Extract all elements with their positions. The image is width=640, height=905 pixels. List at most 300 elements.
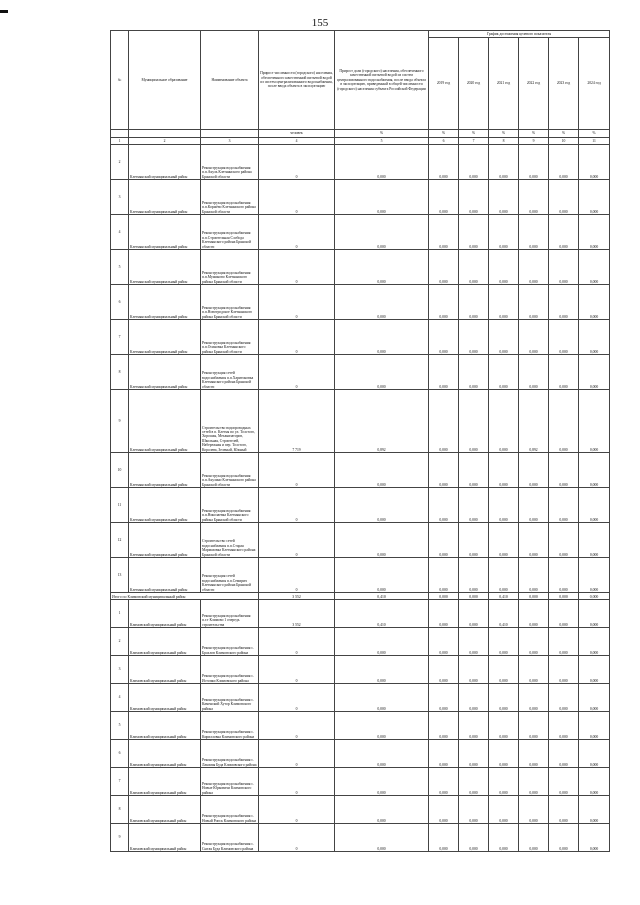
row-number: 4 xyxy=(111,684,129,712)
total-year-value: 0,000 xyxy=(519,593,549,600)
row-year-value: 0,000 xyxy=(429,320,459,355)
row-pop-growth: 0 xyxy=(259,180,335,215)
row-year-value: 0,000 xyxy=(459,488,489,523)
row-share-growth: 0,000 xyxy=(335,712,429,740)
column-number: 5 xyxy=(335,138,429,145)
unit-pct: % xyxy=(579,130,610,138)
row-pop-growth: 0 xyxy=(259,145,335,180)
row-year-value: 0,000 xyxy=(549,740,579,768)
row-year-value: 0,000 xyxy=(549,768,579,796)
row-pop-growth: 0 xyxy=(259,824,335,852)
row-year-value: 0,000 xyxy=(459,355,489,390)
row-year-value: 0,000 xyxy=(489,656,519,684)
row-year-value: 0,000 xyxy=(429,740,459,768)
row-share-growth: 0,000 xyxy=(335,740,429,768)
row-year-value: 0,000 xyxy=(459,145,489,180)
row-share-growth: 0,000 xyxy=(335,320,429,355)
row-number: 5 xyxy=(111,712,129,740)
row-year-value: 0,000 xyxy=(459,320,489,355)
row-year-value: 0,000 xyxy=(549,488,579,523)
unit-pct: % xyxy=(429,130,459,138)
row-municipality: Климовский муниципальный район xyxy=(129,824,201,852)
row-year-value: 0,000 xyxy=(549,600,579,628)
row-share-growth: 0,000 xyxy=(335,145,429,180)
table-row xyxy=(111,285,610,320)
row-number: 8 xyxy=(111,796,129,824)
row-year-value: 0,000 xyxy=(549,796,579,824)
unit-people: человек xyxy=(259,130,335,138)
row-object: Реконструкция водоснабжения с. Кирилловка Климовского района xyxy=(201,712,259,740)
row-number: 12 xyxy=(111,523,129,558)
column-number: 9 xyxy=(519,138,549,145)
table-row xyxy=(111,355,610,390)
row-year-value: 0,000 xyxy=(489,796,519,824)
total-pop-growth: 3 552 xyxy=(259,593,335,600)
row-share-growth: 0,000 xyxy=(335,355,429,390)
table-row xyxy=(111,628,610,656)
row-year-value: 0,000 xyxy=(429,453,459,488)
row-share-growth: 0,000 xyxy=(335,215,429,250)
row-year-value: 0,000 xyxy=(429,796,459,824)
row-year-value: 0,000 xyxy=(429,523,459,558)
row-share-growth: 0,000 xyxy=(335,628,429,656)
row-number: 4 xyxy=(111,215,129,250)
row-number: 6 xyxy=(111,740,129,768)
row-object: Реконструкция водоснабжения с. Новые Юрковичи Климовского района xyxy=(201,768,259,796)
row-year-value: 0,000 xyxy=(489,558,519,593)
row-pop-growth: 7 719 xyxy=(259,390,335,453)
table-row xyxy=(111,488,610,523)
row-year-value: 0,000 xyxy=(549,684,579,712)
total-year-value: 0,000 xyxy=(459,593,489,600)
unit-pct: % xyxy=(489,130,519,138)
row-year-value: 0,000 xyxy=(489,740,519,768)
row-object: Реконструкция водоснабжения п.п.Новотродское Клетнянского района Брянской области xyxy=(201,285,259,320)
row-year-value: 0,000 xyxy=(549,320,579,355)
row-object: Строительство сетей водоснабжения п.п.Старая Мармазовка Клетнянского района Брянской области xyxy=(201,523,259,558)
row-share-growth: 0,000 xyxy=(335,684,429,712)
table-body xyxy=(111,145,610,852)
row-year-value: 0,000 xyxy=(489,712,519,740)
row-year-value: 0,000 xyxy=(549,180,579,215)
table-row xyxy=(111,712,610,740)
row-year-value: 0,000 xyxy=(579,215,610,250)
row-pop-growth: 0 xyxy=(259,355,335,390)
row-pop-growth: 0 xyxy=(259,712,335,740)
row-year-value: 0,000 xyxy=(579,740,610,768)
header-year: 2019 год xyxy=(429,38,459,130)
row-year-value: 0,000 xyxy=(489,145,519,180)
total-share-growth: 0,410 xyxy=(335,593,429,600)
row-year-value: 0,000 xyxy=(519,628,549,656)
column-number: 10 xyxy=(549,138,579,145)
row-year-value: 0,000 xyxy=(519,796,549,824)
row-year-value: 0,000 xyxy=(489,250,519,285)
row-municipality: Климовский муниципальный район xyxy=(129,796,201,824)
row-object: Реконструкция водоснабжения с. Истопки Климовского района xyxy=(201,656,259,684)
row-year-value: 0,000 xyxy=(579,558,610,593)
row-object: Реконструкция водоснабжения с. Новый Ропск Климовского района xyxy=(201,796,259,824)
row-number: 3 xyxy=(111,656,129,684)
row-year-value: 0,000 xyxy=(459,684,489,712)
page-edge-mark xyxy=(0,10,8,13)
table-row xyxy=(111,656,610,684)
row-municipality: Климовский муниципальный район xyxy=(129,740,201,768)
row-object: Реконструкция водоснабжения п.п.Коржёво Клетнянского района Брянской области xyxy=(201,180,259,215)
row-year-value: 0,000 xyxy=(429,488,459,523)
row-municipality: Климовский муниципальный район xyxy=(129,628,201,656)
row-share-growth: 0,000 xyxy=(335,285,429,320)
row-year-value: 0,000 xyxy=(489,768,519,796)
row-number: 13 xyxy=(111,558,129,593)
row-year-value: 0,000 xyxy=(519,656,549,684)
row-number: 9 xyxy=(111,390,129,453)
header-year: 2021 год xyxy=(489,38,519,130)
row-year-value: 0,000 xyxy=(459,453,489,488)
table-row xyxy=(111,180,610,215)
row-share-growth: 0,000 xyxy=(335,558,429,593)
row-year-value: 0,000 xyxy=(579,523,610,558)
row-number: 8 xyxy=(111,355,129,390)
row-year-value: 0,000 xyxy=(519,523,549,558)
row-year-value: 0,000 xyxy=(459,558,489,593)
row-share-growth: 0,000 xyxy=(335,453,429,488)
row-share-growth: 0,000 xyxy=(335,824,429,852)
table-row xyxy=(111,145,610,180)
row-pop-growth: 0 xyxy=(259,628,335,656)
row-year-value: 0,000 xyxy=(519,355,549,390)
table-row xyxy=(111,796,610,824)
unit-cell xyxy=(129,130,201,138)
row-year-value: 0,000 xyxy=(489,824,519,852)
row-number: 7 xyxy=(111,320,129,355)
row-year-value: 0,000 xyxy=(459,740,489,768)
row-pop-growth: 0 xyxy=(259,488,335,523)
unit-pct: % xyxy=(335,130,429,138)
row-year-value: 0,000 xyxy=(579,628,610,656)
total-year-value: 0,000 xyxy=(549,593,579,600)
row-pop-growth: 0 xyxy=(259,740,335,768)
row-object: Реконструкция водоснабжения с. Сытая Буда Климовского района xyxy=(201,824,259,852)
row-year-value: 0,000 xyxy=(549,390,579,453)
row-object: Реконструкция водоснабжения п.п.Акуль Клетнянского района Брянской области xyxy=(201,145,259,180)
column-number: 11 xyxy=(579,138,610,145)
row-year-value: 0,000 xyxy=(579,180,610,215)
row-year-value: 0,000 xyxy=(489,390,519,453)
row-year-value: 0,000 xyxy=(429,824,459,852)
row-share-growth: 0,892 xyxy=(335,390,429,453)
row-municipality: Климовский муниципальный район xyxy=(129,656,201,684)
row-year-value: 0,000 xyxy=(549,628,579,656)
row-number: 9 xyxy=(111,824,129,852)
row-share-growth: 0,000 xyxy=(335,180,429,215)
row-year-value: 0,000 xyxy=(429,145,459,180)
row-year-value: 0,000 xyxy=(489,285,519,320)
row-year-value: 0,000 xyxy=(579,824,610,852)
row-year-value: 0,000 xyxy=(579,656,610,684)
row-pop-growth: 0 xyxy=(259,250,335,285)
row-year-value: 0,000 xyxy=(429,285,459,320)
table-row xyxy=(111,320,610,355)
row-year-value: 0,000 xyxy=(549,250,579,285)
row-share-growth: 0,000 xyxy=(335,488,429,523)
row-pop-growth: 0 xyxy=(259,453,335,488)
row-share-growth: 0,000 xyxy=(335,768,429,796)
row-year-value: 0,000 xyxy=(489,355,519,390)
row-year-value: 0,000 xyxy=(489,453,519,488)
row-year-value: 0,000 xyxy=(429,180,459,215)
row-pop-growth: 0 xyxy=(259,768,335,796)
header-schedule: График достижения целевого показателя xyxy=(429,31,610,38)
row-number: 1 xyxy=(111,600,129,628)
table-row xyxy=(111,824,610,852)
header-municipality: Муниципальное образование xyxy=(129,31,201,130)
row-number: 10 xyxy=(111,453,129,488)
header-share-growth: Прирост доли (городского) населения, обеспеченного качественной питьевой водой из систем централизованного водоснабжения, после ввода объекта в эксплуатацию, приведенный в общей численности (городского) населения субъекта Российской Федерации xyxy=(335,31,429,130)
row-number: 7 xyxy=(111,768,129,796)
row-number: 5 xyxy=(111,250,129,285)
row-year-value: 0,000 xyxy=(489,488,519,523)
row-year-value: 0,000 xyxy=(489,523,519,558)
row-year-value: 0,000 xyxy=(519,600,549,628)
row-year-value: 0,000 xyxy=(429,390,459,453)
row-year-value: 0,000 xyxy=(489,628,519,656)
row-year-value: 0,000 xyxy=(519,285,549,320)
row-year-value: 0,000 xyxy=(549,453,579,488)
row-number: 11 xyxy=(111,488,129,523)
table-row xyxy=(111,600,610,628)
row-municipality: Клетнянский муниципальный район xyxy=(129,320,201,355)
row-number: 2 xyxy=(111,628,129,656)
unit-pct: % xyxy=(459,130,489,138)
row-year-value: 0,000 xyxy=(549,824,579,852)
row-municipality: Климовский муниципальный район xyxy=(129,768,201,796)
row-year-value: 0,000 xyxy=(459,656,489,684)
row-year-value: 0,000 xyxy=(579,320,610,355)
row-municipality: Клетнянский муниципальный район xyxy=(129,453,201,488)
row-year-value: 0,000 xyxy=(579,712,610,740)
row-object: Реконструкция водоснабжения с. Брахлов Климовского района xyxy=(201,628,259,656)
row-year-value: 0,000 xyxy=(579,145,610,180)
row-municipality: Клетнянский муниципальный район xyxy=(129,145,201,180)
column-number: 8 xyxy=(489,138,519,145)
row-year-value: 0,000 xyxy=(459,390,489,453)
row-object: Реконструкция водоснабжения п.п.Николаевка Клетнянского района Брянской области xyxy=(201,488,259,523)
row-year-value: 0,000 xyxy=(489,684,519,712)
row-object: Реконструкция водоснабжения п.г.т Климово 1 очередь строительства xyxy=(201,600,259,628)
row-year-value: 0,000 xyxy=(459,523,489,558)
row-year-value: 0,000 xyxy=(459,796,489,824)
row-number: 2 xyxy=(111,145,129,180)
row-year-value: 0,000 xyxy=(429,656,459,684)
row-year-value: 0,000 xyxy=(579,600,610,628)
row-year-value: 0,000 xyxy=(429,558,459,593)
row-year-value: 0,000 xyxy=(549,558,579,593)
row-year-value: 0,000 xyxy=(519,712,549,740)
table-row xyxy=(111,390,610,453)
row-share-growth: 0,000 xyxy=(335,523,429,558)
row-year-value: 0,000 xyxy=(429,600,459,628)
row-year-value: 0,000 xyxy=(579,453,610,488)
row-year-value: 0,000 xyxy=(549,355,579,390)
row-year-value: 0,000 xyxy=(459,712,489,740)
table-row xyxy=(111,250,610,285)
row-year-value: 0,000 xyxy=(459,824,489,852)
row-object: Реконструкция водоснабжения п.п.Акулино Клетнянского района Брянской области xyxy=(201,453,259,488)
row-municipality: Клетнянский муниципальный район xyxy=(129,523,201,558)
row-year-value: 0,000 xyxy=(489,320,519,355)
row-object: Реконструкция водоснабжения п.п.Строительная Слобода Клетнянского района Брянской области xyxy=(201,215,259,250)
page-number: 155 xyxy=(311,17,329,29)
row-year-value: 0,000 xyxy=(579,250,610,285)
row-year-value: 0,000 xyxy=(579,768,610,796)
row-object: Реконструкция водоснабжения с. Лакомая Буда Климовского района xyxy=(201,740,259,768)
row-year-value: 0,000 xyxy=(429,215,459,250)
row-pop-growth: 0 xyxy=(259,523,335,558)
row-year-value: 0,000 xyxy=(579,355,610,390)
unit-pct: % xyxy=(549,130,579,138)
table-row xyxy=(111,558,610,593)
row-share-growth: 0,410 xyxy=(335,600,429,628)
table-row xyxy=(111,740,610,768)
row-object: Реконструкция водоснабжения п.п.Мужиново Клетнянского района Брянской области xyxy=(201,250,259,285)
row-year-value: 0,000 xyxy=(429,355,459,390)
row-year-value: 0,000 xyxy=(519,320,549,355)
header-year: 2022 год xyxy=(519,38,549,130)
row-municipality: Клетнянский муниципальный район xyxy=(129,250,201,285)
table-row xyxy=(111,523,610,558)
row-share-growth: 0,000 xyxy=(335,250,429,285)
row-year-value: 0,000 xyxy=(429,250,459,285)
row-number: 3 xyxy=(111,180,129,215)
total-label: Итого по Климовский муниципальный район xyxy=(111,593,259,600)
row-pop-growth: 3 552 xyxy=(259,600,335,628)
column-number: 6 xyxy=(429,138,459,145)
unit-cell xyxy=(111,130,129,138)
row-share-growth: 0,000 xyxy=(335,796,429,824)
table-row xyxy=(111,453,610,488)
total-year-value: 0,000 xyxy=(579,593,610,600)
row-year-value: 0,000 xyxy=(519,768,549,796)
row-municipality: Климовский муниципальный район xyxy=(129,684,201,712)
row-year-value: 0,000 xyxy=(459,250,489,285)
header-year: 2024 год xyxy=(579,38,610,130)
row-year-value: 0,000 xyxy=(549,215,579,250)
row-municipality: Клетнянский муниципальный район xyxy=(129,180,201,215)
row-year-value: 0,000 xyxy=(459,600,489,628)
total-year-value: 0,410 xyxy=(489,593,519,600)
unit-pct: % xyxy=(519,130,549,138)
row-year-value: 0,000 xyxy=(519,180,549,215)
header-no: № xyxy=(111,31,129,130)
total-year-value: 0,000 xyxy=(429,593,459,600)
row-year-value: 0,000 xyxy=(459,180,489,215)
row-year-value: 0,892 xyxy=(519,390,549,453)
table-row xyxy=(111,215,610,250)
row-year-value: 0,000 xyxy=(459,768,489,796)
row-share-growth: 0,000 xyxy=(335,656,429,684)
row-year-value: 0,000 xyxy=(489,215,519,250)
row-municipality: Клетнянский муниципальный район xyxy=(129,285,201,320)
row-object: Реконструкция водоснабжения п.п.Осиновка Клетнянского района Брянской области xyxy=(201,320,259,355)
row-year-value: 0,000 xyxy=(519,824,549,852)
row-municipality: Климовский муниципальный район xyxy=(129,712,201,740)
row-object: Реконструкция сетей водоснабжения п.п.Харитоновка Клетнянского района Брянской области xyxy=(201,355,259,390)
column-number: 7 xyxy=(459,138,489,145)
row-year-value: 0,000 xyxy=(579,684,610,712)
row-municipality: Клетнянский муниципальный район xyxy=(129,488,201,523)
row-year-value: 0,000 xyxy=(519,215,549,250)
row-year-value: 0,000 xyxy=(519,145,549,180)
row-year-value: 0,410 xyxy=(489,600,519,628)
row-municipality: Климовский муниципальный район xyxy=(129,600,201,628)
row-pop-growth: 0 xyxy=(259,796,335,824)
table-row xyxy=(111,768,610,796)
row-year-value: 0,000 xyxy=(489,180,519,215)
row-municipality: Клетнянский муниципальный район xyxy=(129,355,201,390)
unit-cell xyxy=(201,130,259,138)
row-year-value: 0,000 xyxy=(459,285,489,320)
row-year-value: 0,000 xyxy=(519,558,549,593)
row-year-value: 0,000 xyxy=(429,628,459,656)
row-year-value: 0,000 xyxy=(549,712,579,740)
row-number: 6 xyxy=(111,285,129,320)
row-year-value: 0,000 xyxy=(429,768,459,796)
header-pop-growth: Прирост численности (городского) населения, обеспеченного качественной питьевой водой из систем централизованного водоснабжения, после ввода объекта в эксплуатацию xyxy=(259,31,335,130)
table-row xyxy=(111,684,610,712)
row-pop-growth: 0 xyxy=(259,320,335,355)
row-pop-growth: 0 xyxy=(259,558,335,593)
column-number: 3 xyxy=(201,138,259,145)
row-year-value: 0,000 xyxy=(549,145,579,180)
total-row xyxy=(111,593,610,600)
row-object: Реконструкция водоснабжения с. Каменский Хутор Климовского района xyxy=(201,684,259,712)
row-municipality: Клетнянский муниципальный район xyxy=(129,558,201,593)
column-number: 4 xyxy=(259,138,335,145)
column-number: 2 xyxy=(129,138,201,145)
row-pop-growth: 0 xyxy=(259,656,335,684)
row-pop-growth: 0 xyxy=(259,684,335,712)
indicator-table xyxy=(110,30,610,852)
row-year-value: 0,000 xyxy=(579,285,610,320)
row-year-value: 0,000 xyxy=(549,285,579,320)
row-year-value: 0,000 xyxy=(519,740,549,768)
row-year-value: 0,000 xyxy=(519,488,549,523)
row-year-value: 0,000 xyxy=(549,656,579,684)
row-year-value: 0,000 xyxy=(519,453,549,488)
row-year-value: 0,000 xyxy=(429,684,459,712)
row-year-value: 0,000 xyxy=(549,523,579,558)
header-object: Наименование объекта xyxy=(201,31,259,130)
row-object: Строительство водопроводных сетей в п. Клетня по ул. Толстого, Хорошая, Механизаторов, Школьная, Строителей, Набережная и пер. Толстого, Королева, Зеленый, Южный xyxy=(201,390,259,453)
column-number: 1 xyxy=(111,138,129,145)
row-object: Реконструкция сетей водоснабжения п.п.Семирич Клетнянского района Брянской области xyxy=(201,558,259,593)
row-year-value: 0,000 xyxy=(579,488,610,523)
row-year-value: 0,000 xyxy=(579,796,610,824)
row-pop-growth: 0 xyxy=(259,285,335,320)
row-year-value: 0,000 xyxy=(459,215,489,250)
row-pop-growth: 0 xyxy=(259,215,335,250)
row-year-value: 0,000 xyxy=(519,684,549,712)
row-year-value: 0,000 xyxy=(579,390,610,453)
row-municipality: Клетнянский муниципальный район xyxy=(129,215,201,250)
row-year-value: 0,000 xyxy=(429,712,459,740)
header-year: 2020 год xyxy=(459,38,489,130)
header-year: 2023 год xyxy=(549,38,579,130)
row-year-value: 0,000 xyxy=(459,628,489,656)
row-municipality: Клетнянский муниципальный район xyxy=(129,390,201,453)
row-year-value: 0,000 xyxy=(519,250,549,285)
